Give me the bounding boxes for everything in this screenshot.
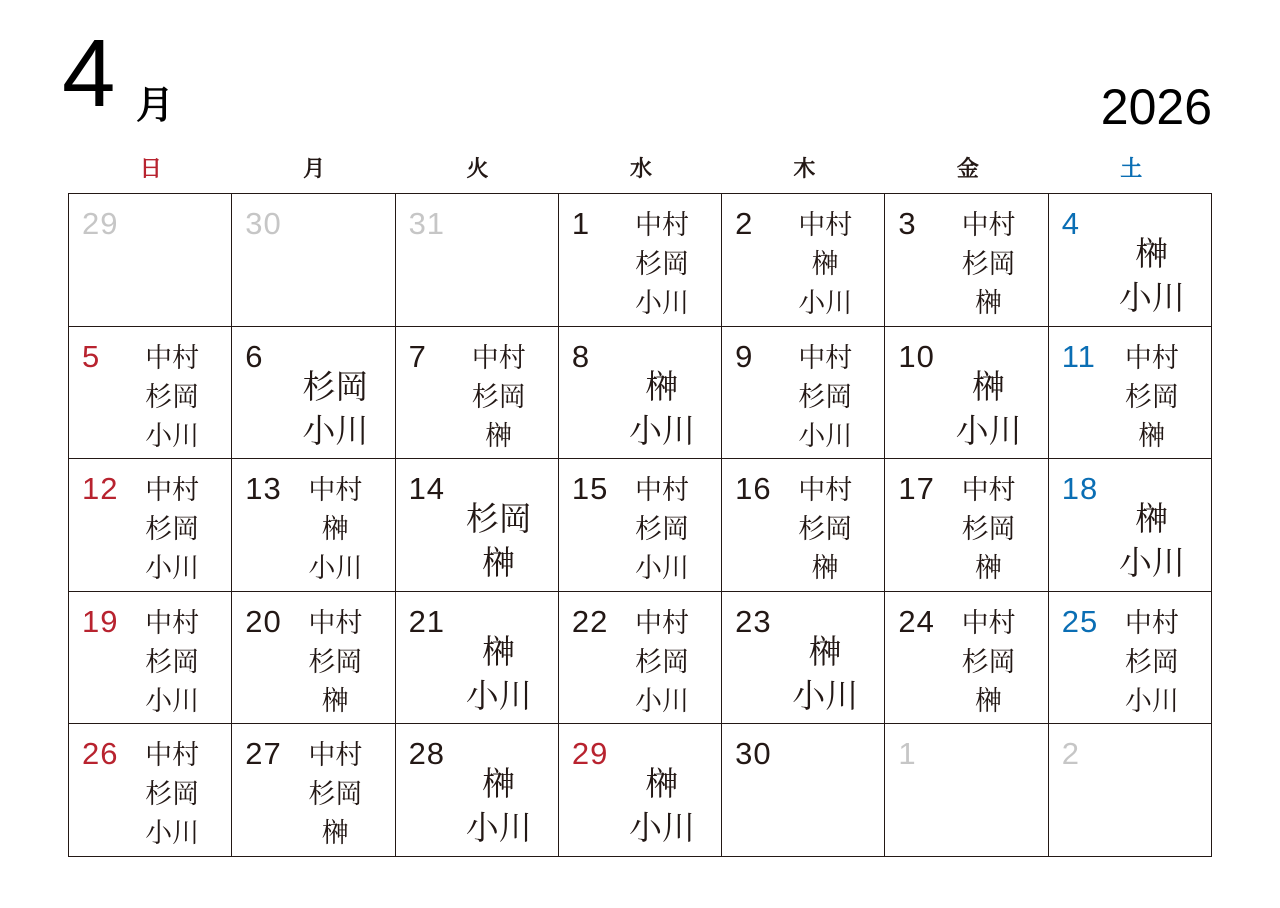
staff-name: 榊: [482, 631, 516, 671]
staff-name: 小川: [465, 675, 532, 715]
calendar-day-cell[interactable]: [885, 194, 1048, 327]
calendar-day-cell[interactable]: [885, 459, 1048, 592]
day-number: 16: [735, 471, 772, 507]
staff-name: 中村: [145, 607, 200, 639]
year-label: 2026: [1100, 79, 1212, 135]
day-number: 26: [82, 736, 119, 772]
calendar-day-cell[interactable]: [722, 592, 885, 725]
day-number: 29: [82, 206, 119, 241]
staff-name: 杉岡: [961, 646, 1016, 678]
day-number: 1: [571, 206, 591, 241]
staff-name: 榊: [975, 685, 1003, 717]
calendar-day-cell[interactable]: [232, 724, 395, 857]
staff-name: 中村: [634, 475, 689, 507]
staff-list: [770, 630, 880, 718]
staff-list: [117, 736, 227, 853]
staff-name: 杉岡: [465, 499, 532, 539]
day-number: 10: [898, 338, 935, 374]
weekday-sunday: 日: [139, 157, 162, 182]
staff-name: 小川: [634, 288, 689, 319]
calendar-day-cell[interactable]: [396, 194, 559, 327]
calendar-day-cell[interactable]: [1049, 592, 1212, 725]
staff-list: [117, 339, 227, 456]
staff-name: 小川: [955, 410, 1022, 450]
calendar-day-cell[interactable]: [559, 592, 722, 725]
staff-name: 榊: [1138, 420, 1166, 452]
staff-name: 中村: [961, 210, 1016, 241]
day-number: 8: [571, 338, 591, 374]
staff-list: [280, 736, 390, 853]
calendar-day-cell[interactable]: [1049, 327, 1212, 460]
day-number: 30: [735, 736, 772, 772]
staff-name: 榊: [321, 818, 349, 850]
staff-list: [607, 604, 717, 721]
day-number: 31: [408, 206, 446, 241]
staff-name: 杉岡: [634, 249, 689, 280]
staff-name: 小川: [145, 685, 200, 717]
staff-name: 中村: [798, 210, 853, 241]
staff-name: 中村: [308, 740, 363, 772]
weekday-saturday: 土: [1120, 157, 1143, 182]
staff-list: [770, 471, 880, 588]
staff-name: 榊: [482, 543, 516, 583]
staff-name: 榊: [1135, 234, 1169, 273]
day-number: 3: [898, 206, 917, 241]
day-number: 29: [571, 736, 609, 772]
staff-name: 榊: [485, 420, 513, 452]
calendar-day-cell[interactable]: [396, 724, 559, 857]
calendar-day-cell[interactable]: [559, 194, 722, 327]
month-unit-label: 月: [136, 83, 175, 127]
calendar-day-cell[interactable]: [722, 327, 885, 460]
staff-list: [1097, 339, 1207, 456]
calendar-day-cell[interactable]: [69, 194, 232, 327]
staff-list: [933, 604, 1043, 721]
calendar-day-cell[interactable]: [1049, 194, 1212, 327]
staff-name: 杉岡: [798, 381, 853, 413]
weekday-wednesday: 水: [629, 157, 652, 182]
staff-name: 小川: [798, 420, 853, 452]
staff-name: 杉岡: [145, 381, 200, 413]
day-number: 1: [898, 736, 917, 772]
calendar-day-cell[interactable]: [559, 327, 722, 460]
staff-name: 小川: [145, 420, 200, 452]
staff-name: 杉岡: [961, 514, 1016, 546]
calendar-day-cell[interactable]: [69, 327, 232, 460]
staff-name: 小川: [628, 410, 695, 450]
calendar-day-cell[interactable]: [559, 459, 722, 592]
day-number: 15: [571, 471, 609, 507]
staff-list: [1097, 604, 1207, 721]
staff-name: 中村: [798, 475, 853, 507]
staff-name: 中村: [634, 210, 689, 241]
staff-list: [933, 471, 1043, 588]
staff-list: [444, 630, 554, 718]
staff-name: 杉岡: [145, 646, 200, 678]
staff-name: 榊: [975, 288, 1003, 319]
day-number: 23: [735, 603, 772, 639]
day-number: 22: [571, 603, 609, 639]
staff-name: 中村: [1124, 342, 1179, 374]
day-number: 20: [245, 603, 282, 639]
staff-list: [1097, 232, 1207, 320]
calendar-day-cell[interactable]: [232, 459, 395, 592]
staff-name: 榊: [811, 553, 839, 585]
day-number: 24: [898, 603, 935, 639]
staff-list: [770, 206, 880, 323]
calendar-day-cell[interactable]: [1049, 459, 1212, 592]
staff-name: 杉岡: [145, 514, 200, 546]
staff-list: [117, 471, 227, 588]
staff-name: 杉岡: [308, 646, 363, 678]
day-number: 12: [82, 471, 119, 507]
staff-name: 榊: [482, 764, 516, 804]
day-number: 14: [408, 471, 446, 507]
calendar-day-cell[interactable]: [232, 592, 395, 725]
staff-name: 榊: [645, 366, 679, 406]
staff-name: 中村: [308, 607, 363, 639]
calendar-day-cell[interactable]: [396, 592, 559, 725]
calendar-day-cell[interactable]: [722, 194, 885, 327]
staff-list: [933, 206, 1043, 323]
staff-name: 小川: [634, 553, 689, 585]
calendar-day-cell[interactable]: [69, 459, 232, 592]
staff-name: 中村: [471, 342, 526, 374]
calendar-day-cell[interactable]: [885, 592, 1048, 725]
staff-name: 榊: [972, 366, 1006, 406]
staff-name: 中村: [145, 342, 200, 374]
day-number: 13: [245, 471, 282, 507]
staff-name: 杉岡: [145, 779, 200, 811]
month-number: 4: [62, 20, 116, 127]
day-number: 30: [245, 206, 282, 241]
day-number: 11: [1061, 338, 1096, 374]
calendar-day-cell[interactable]: [885, 724, 1048, 857]
staff-name: 小川: [145, 553, 200, 585]
day-number: 4: [1061, 206, 1080, 241]
day-number: 25: [1061, 603, 1099, 639]
calendar-day-cell[interactable]: [722, 724, 885, 857]
calendar-day-cell[interactable]: [722, 459, 885, 592]
day-number: 18: [1061, 471, 1099, 507]
staff-name: 中村: [308, 475, 363, 507]
day-number: 2: [735, 206, 754, 241]
staff-list: [770, 339, 880, 456]
day-number: 28: [408, 736, 446, 772]
weekday-monday: 月: [303, 157, 326, 182]
staff-name: 杉岡: [634, 514, 689, 546]
staff-name: 中村: [1124, 607, 1179, 639]
staff-list: [1097, 497, 1207, 585]
calendar-day-cell[interactable]: [232, 194, 395, 327]
day-number: 6: [245, 338, 264, 374]
staff-name: 杉岡: [308, 779, 363, 811]
staff-name: 小川: [1124, 685, 1179, 717]
day-number: 27: [245, 736, 282, 772]
staff-list: [117, 604, 227, 721]
day-number: 7: [408, 338, 427, 374]
day-number: 19: [82, 603, 119, 639]
weekday-thursday: 木: [793, 157, 816, 182]
staff-name: 杉岡: [471, 381, 526, 413]
staff-name: 榊: [975, 553, 1003, 585]
staff-name: 小川: [628, 808, 695, 848]
staff-name: 榊: [321, 685, 349, 717]
staff-name: 小川: [1118, 278, 1185, 317]
calendar-grid: [68, 193, 1212, 857]
weekday-tuesday: 火: [466, 157, 489, 182]
staff-name: 小川: [798, 288, 853, 319]
staff-name: 中村: [145, 475, 200, 507]
staff-name: 杉岡: [1124, 381, 1179, 413]
staff-list: [607, 471, 717, 588]
calendar-day-cell[interactable]: [885, 327, 1048, 460]
staff-list: [280, 471, 390, 588]
calendar-day-cell[interactable]: [1049, 724, 1212, 857]
calendar-day-cell[interactable]: [559, 724, 722, 857]
staff-name: 榊: [1135, 499, 1169, 539]
staff-name: 杉岡: [634, 646, 689, 678]
staff-name: 中村: [145, 740, 200, 772]
day-number: 21: [408, 603, 446, 639]
staff-name: 中村: [961, 607, 1016, 639]
staff-name: 小川: [302, 410, 369, 450]
staff-list: [933, 365, 1043, 453]
day-number: 17: [898, 471, 935, 507]
staff-name: 榊: [811, 249, 839, 280]
staff-name: 杉岡: [1124, 646, 1179, 678]
day-number: 2: [1061, 736, 1080, 772]
weekday-friday: 金: [956, 157, 979, 182]
staff-list: [280, 365, 390, 453]
staff-name: 小川: [792, 675, 859, 715]
calendar-day-cell[interactable]: [396, 327, 559, 460]
staff-name: 榊: [808, 631, 842, 671]
staff-name: 小川: [465, 808, 532, 848]
day-number: 5: [82, 338, 101, 374]
staff-name: 中村: [798, 342, 853, 374]
staff-list: [444, 497, 554, 585]
calendar-day-cell[interactable]: [69, 724, 232, 857]
staff-name: 小川: [634, 685, 689, 717]
staff-name: 中村: [961, 475, 1016, 507]
staff-list: [607, 365, 717, 453]
weekday-header-row: [69, 156, 1213, 184]
calendar-day-cell[interactable]: [69, 592, 232, 725]
staff-list: [444, 762, 554, 850]
staff-name: 榊: [321, 514, 349, 546]
staff-name: 小川: [145, 818, 200, 850]
staff-list: [280, 604, 390, 721]
staff-name: 小川: [1118, 543, 1185, 583]
staff-name: 杉岡: [961, 249, 1016, 280]
staff-name: 杉岡: [302, 366, 369, 406]
staff-list: [607, 762, 717, 850]
calendar-day-cell[interactable]: [396, 459, 559, 592]
staff-list: [444, 339, 554, 456]
staff-name: 榊: [645, 764, 679, 804]
day-number: 9: [735, 338, 754, 374]
staff-name: 中村: [634, 607, 689, 639]
calendar-day-cell[interactable]: [232, 327, 395, 460]
staff-list: [607, 206, 717, 323]
staff-name: 小川: [308, 553, 363, 585]
staff-name: 杉岡: [798, 514, 853, 546]
